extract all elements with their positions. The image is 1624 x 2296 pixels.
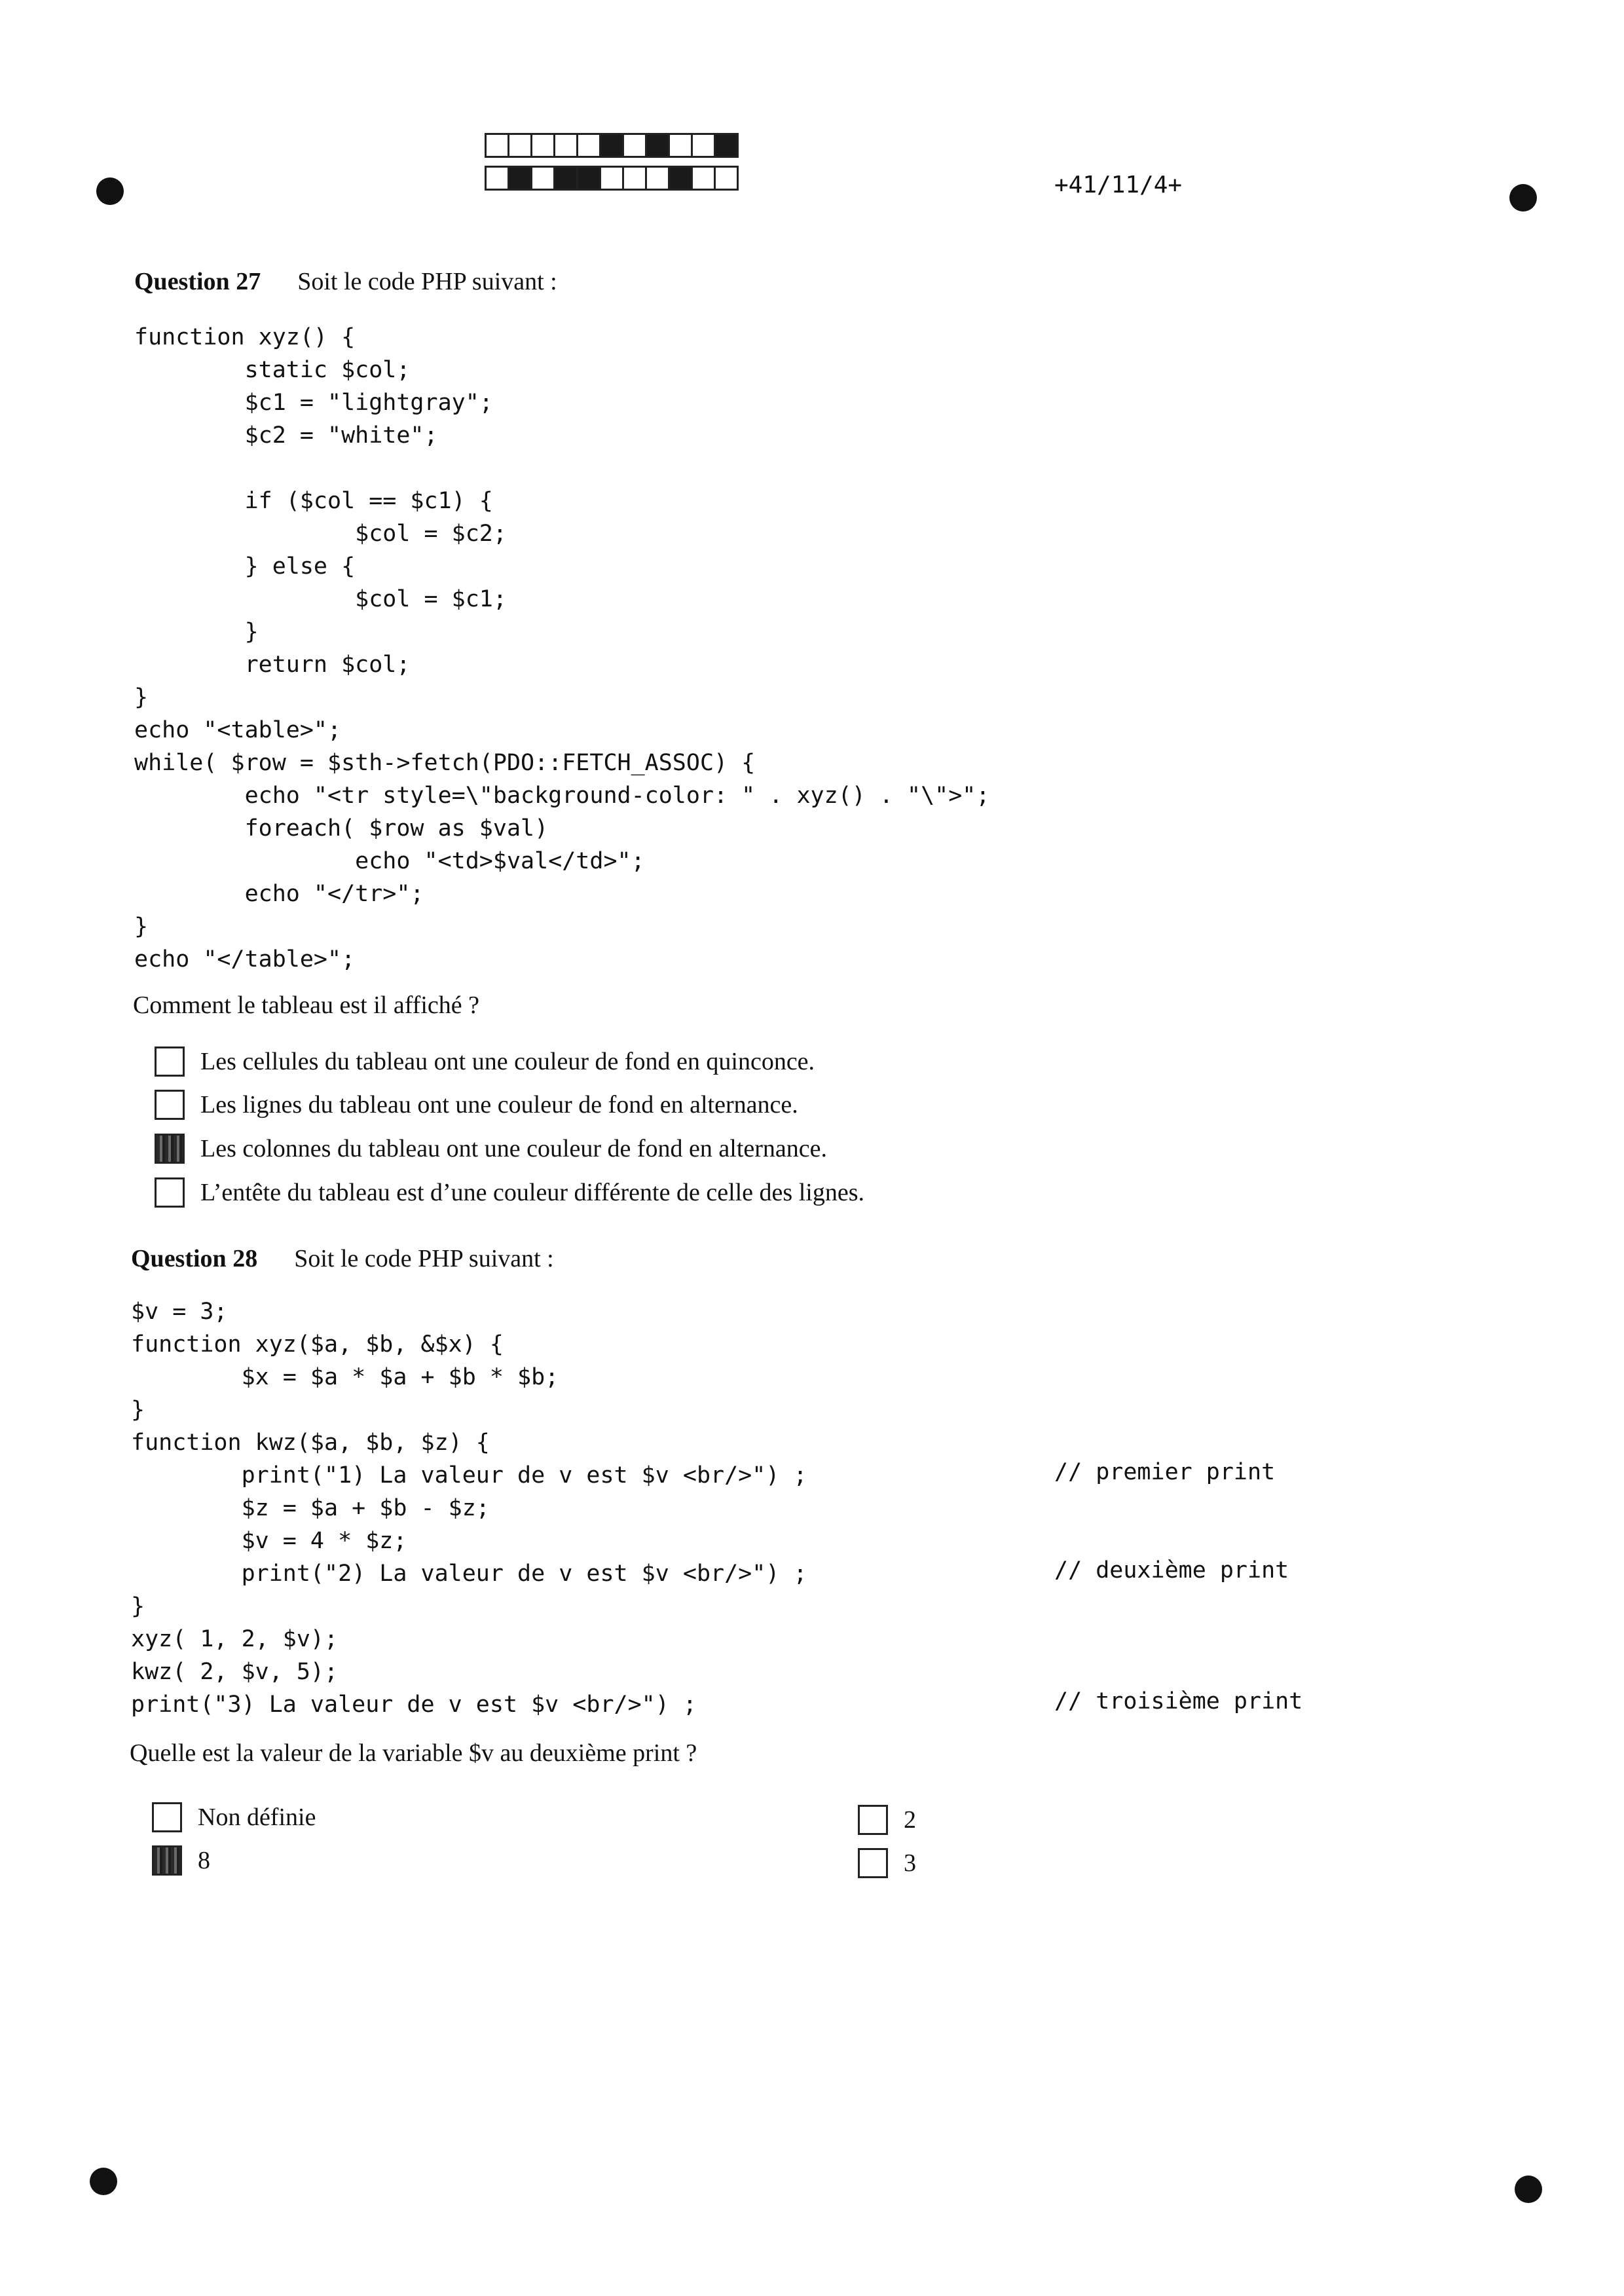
code-comment: // troisième print [1054,1688,1303,1714]
barcode-cell-filled [645,133,670,158]
answer-option[interactable] [152,1802,316,1832]
answer-option[interactable] [152,1845,210,1876]
code-comment: // premier print [1054,1459,1276,1485]
answer-option[interactable] [155,1134,827,1164]
barcode-cell-filled [599,133,624,158]
corner-mark-top-left [96,177,124,205]
question-number: Question 27 [134,268,261,295]
barcode-cell-filled [714,133,739,158]
corner-mark-top-right [1509,184,1537,212]
answer-checkbox[interactable] [155,1046,185,1077]
answer-checkbox-checked[interactable] [152,1845,182,1876]
question-prompt: Comment le tableau est il affiché ? [133,991,479,1019]
corner-mark-bottom-left [90,2168,117,2195]
question-28-header [131,1244,554,1273]
barcode-cell-empty [507,133,532,158]
question-intro: Soit le code PHP suivant : [294,1245,554,1272]
php-code-block: $v = 3; function xyz($a, $b, &$x) { $x = $a * $a + $b * $b; } function kwz($a, $b, $z) { print("1) La valeur de v est $v <br/>") ; $z = $a + $b - $z; $v = 4 * $z; print("2) La valeur de v est $v <br/>") ; } xyz( 1, 2, $v); kwz( 2, $v, 5); print("3) La valeur de v est $v <br/>") ; [131,1299,807,1718]
answer-option[interactable] [858,1805,916,1835]
answer-option[interactable] [155,1090,798,1120]
question-27-header [134,267,557,296]
answer-label: 8 [198,1847,210,1874]
barcode-cell-empty [645,166,670,191]
barcode-cell-filled [507,166,532,191]
answer-label: 3 [904,1849,916,1877]
corner-mark-bottom-right [1515,2176,1542,2203]
answer-checkbox[interactable] [155,1090,185,1120]
page-id: +41/11/4+ [1054,172,1183,198]
barcode-cell-filled [553,166,578,191]
question-number: Question 28 [131,1245,258,1272]
barcode-cell-empty [599,166,624,191]
answer-label: Non définie [198,1804,316,1831]
answer-checkbox[interactable] [858,1805,888,1835]
answer-label: Les lignes du tableau ont une couleur de fond en alternance. [200,1091,798,1119]
question-intro: Soit le code PHP suivant : [297,268,557,295]
answer-label: Les cellules du tableau ont une couleur de fond en quinconce. [200,1048,815,1075]
barcode-cell-empty [691,166,716,191]
answer-checkbox[interactable] [155,1177,185,1208]
answer-checkbox[interactable] [152,1802,182,1832]
barcode-cell-filled [576,166,601,191]
barcode-cell-empty [691,133,716,158]
page-barcode-row-1 [485,133,737,158]
barcode-cell-empty [553,133,578,158]
answer-label: 2 [904,1806,916,1834]
barcode-cell-empty [576,133,601,158]
barcode-cell-empty [714,166,739,191]
php-code-block: function xyz() { static $col; $c1 = "lightgray"; $c2 = "white"; if ($col == $c1) { $col = $c2; } else { $col = $c1; } return $col; } echo "<table>"; while( $row = $sth->fetch(PDO::FETCH_ASSOC) { echo "<tr style=\"background-color: " . xyz() . "\">"; foreach( $row as $val) echo "<td>$val</td>"; echo "</tr>"; } echo "</table>"; [134,324,990,972]
answer-label: Les colonnes du tableau ont une couleur de fond en alternance. [200,1135,828,1162]
answer-option[interactable] [155,1046,815,1077]
page-barcode-row-2 [485,166,737,191]
barcode-cell-empty [622,133,647,158]
barcode-cell-empty [622,166,647,191]
answer-option[interactable] [155,1177,864,1208]
barcode-cell-filled [668,166,693,191]
barcode-cell-empty [530,133,555,158]
answer-option[interactable] [858,1848,916,1878]
barcode-cell-empty [485,166,509,191]
code-comment: // deuxième print [1054,1557,1289,1583]
answer-checkbox-checked[interactable] [155,1134,185,1164]
barcode-cell-empty [530,166,555,191]
barcode-cell-empty [668,133,693,158]
answer-checkbox[interactable] [858,1848,888,1878]
question-prompt: Quelle est la valeur de la variable $v au deuxième print ? [130,1739,697,1767]
answer-label: L’entête du tableau est d’une couleur différente de celle des lignes. [200,1179,864,1206]
barcode-cell-empty [485,133,509,158]
